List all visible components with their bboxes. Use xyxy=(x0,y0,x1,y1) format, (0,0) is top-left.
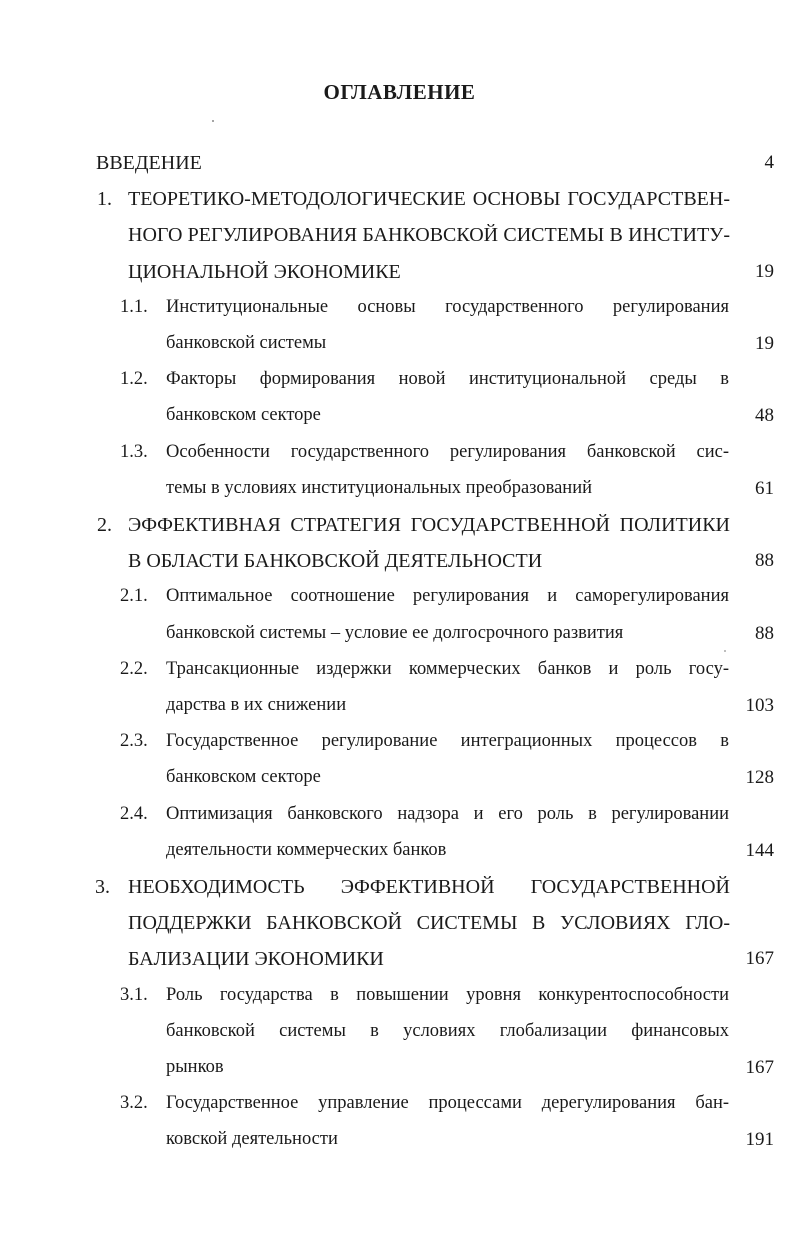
toc-chapter-number: 1. xyxy=(97,188,112,211)
toc-chapter-page: 19 xyxy=(755,260,774,282)
toc-section-number: 3.1. xyxy=(120,984,148,1005)
toc-section-page: 144 xyxy=(745,839,774,861)
toc-intro-label: ВВЕДЕНИЕ xyxy=(96,152,202,174)
toc-chapter-title-line: НОГО РЕГУЛИРОВАНИЯ БАНКОВСКОЙ СИСТЕМЫ В ИНСТИТУ- xyxy=(128,224,730,247)
toc-section-page: 191 xyxy=(745,1129,774,1151)
toc-section-title-line: ковской деятельности xyxy=(166,1129,338,1150)
toc-section-number: 3.2. xyxy=(120,1093,148,1114)
toc-section-number: 2.3. xyxy=(120,731,148,752)
toc-chapter-title-line: ЭФФЕКТИВНАЯ СТРАТЕГИЯ ГОСУДАРСТВЕННОЙ ПОЛИТИКИ xyxy=(128,514,730,536)
toc-chapter-number: 3. xyxy=(95,876,110,898)
toc-section-title-line: деятельности коммерческих банков xyxy=(166,839,447,860)
toc-chapter-title-line: ПОДДЕРЖКИ БАНКОВСКОЙ СИСТЕМЫ В УСЛОВИЯХ ГЛО- xyxy=(128,912,730,935)
toc-section-page: 103 xyxy=(745,695,774,716)
toc-chapter-number: 2. xyxy=(97,514,112,536)
toc-section-title-line: Государственное регулирование интеграционных процессов в xyxy=(166,731,729,752)
toc-intro-page: 4 xyxy=(764,152,774,173)
toc-section-title-line: Роль государства в повышении уровня конкурентоспособности xyxy=(166,984,729,1005)
page-title: ОГЛАВЛЕНИЕ xyxy=(323,80,476,104)
toc-section-page: 48 xyxy=(755,405,774,427)
toc-section-title-line: Факторы формирования новой институциональной среды в xyxy=(166,369,729,390)
toc-section-page: 167 xyxy=(745,1057,774,1078)
scan-speck xyxy=(212,120,214,122)
toc-section-title-line: Институциональные основы государственного регулирования xyxy=(166,296,729,317)
toc-section-page: 19 xyxy=(755,333,774,354)
toc-chapter-title-line: ТЕОРЕТИКО-МЕТОДОЛОГИЧЕСКИЕ ОСНОВЫ ГОСУДАРСТВЕН- xyxy=(128,188,730,211)
toc-chapter-page: 88 xyxy=(755,550,774,572)
toc-section-page: 128 xyxy=(745,767,774,789)
toc-section-title-line: Трансакционные издержки коммерческих банков и роль госу- xyxy=(166,658,729,679)
toc-section-title-line: банковском секторе xyxy=(166,405,321,426)
toc-chapter-title-line: НЕОБХОДИМОСТЬ ЭФФЕКТИВНОЙ ГОСУДАРСТВЕННОЙ xyxy=(128,876,730,898)
toc-chapter-title-line: ЦИОНАЛЬНОЙ ЭКОНОМИКЕ xyxy=(128,260,401,283)
toc-section-title-line: дарства в их снижении xyxy=(166,695,347,715)
toc-section-number: 1.1. xyxy=(120,296,148,317)
toc-section-title-line: банковском секторе xyxy=(166,767,321,788)
toc-section-title-line: рынков xyxy=(166,1057,224,1077)
toc-section-page: 61 xyxy=(755,477,774,499)
toc-section-number: 2.4. xyxy=(120,803,148,824)
toc-section-page: 88 xyxy=(755,622,774,644)
toc-chapter-page: 167 xyxy=(745,948,774,970)
toc-section-number: 1.2. xyxy=(120,369,148,390)
toc-chapter-title-line: В ОБЛАСТИ БАНКОВСКОЙ ДЕЯТЕЛЬНОСТИ xyxy=(128,550,543,573)
toc-section-number: 2.1. xyxy=(120,586,148,607)
toc-section-title-line: банковской системы в условиях глобализации финансовых xyxy=(166,1020,729,1041)
toc-section-title-line: темы в условиях институциональных преобразований xyxy=(166,477,593,498)
toc-section-title-line: Оптимизация банковского надзора и его роль в регулировании xyxy=(166,803,729,824)
toc-section-title-line: Государственное управление процессами дерегулирования бан- xyxy=(166,1093,729,1114)
toc-section-title-line: Оптимальное соотношение регулирования и саморегулирования xyxy=(166,586,729,607)
toc-section-title-line: банковской системы xyxy=(166,333,327,353)
toc-section-number: 2.2. xyxy=(120,658,148,679)
toc-section-title-line: Особенности государственного регулирования банковской сис- xyxy=(166,441,729,462)
toc-chapter-title-line: БАЛИЗАЦИИ ЭКОНОМИКИ xyxy=(128,948,384,971)
toc-section-title-line: банковской системы – условие ее долгосрочного развития xyxy=(166,622,624,643)
scan-speck xyxy=(724,650,726,652)
toc-section-number: 1.3. xyxy=(120,441,148,462)
